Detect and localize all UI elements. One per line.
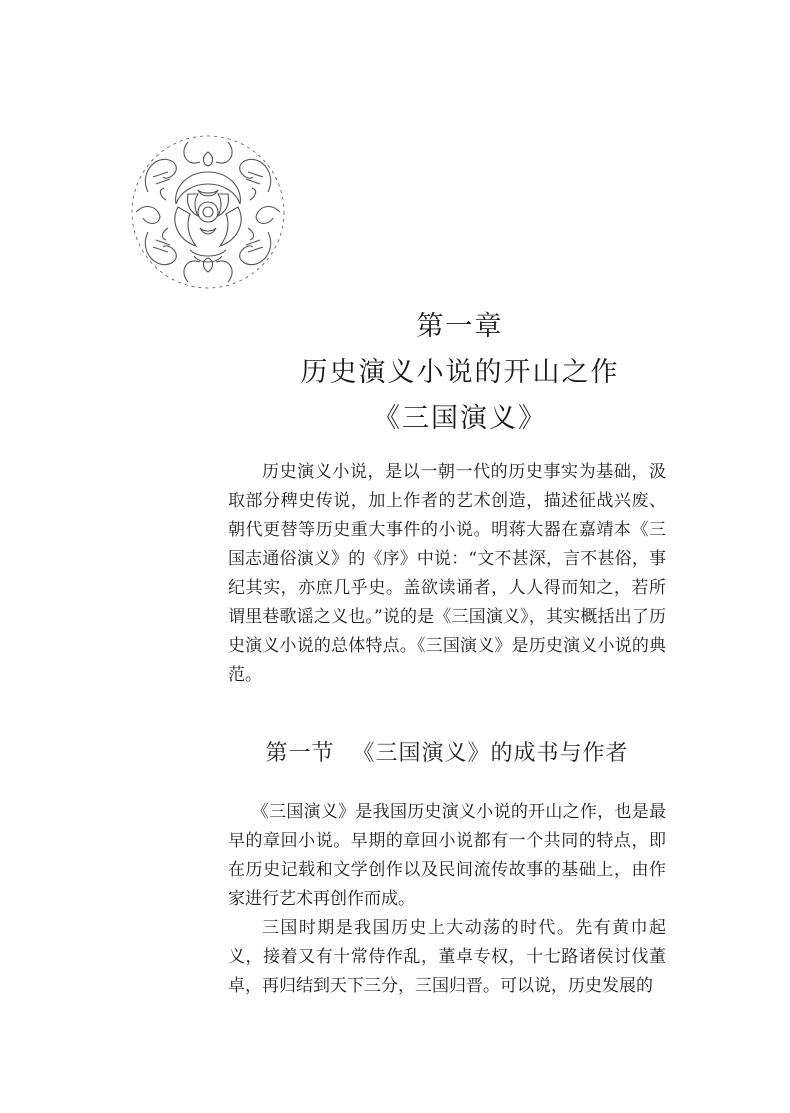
chapter-number: 第一章 (416, 311, 504, 342)
section-number: 第一节 (265, 741, 335, 766)
chapter-subtitle: 《三国演义》 (373, 403, 547, 434)
chapter-title: 历史演义小说的开山之作 (300, 357, 620, 388)
section-title: 《三国演义》的成书与作者 (352, 741, 629, 766)
section-paragraph: 三国时期是我国历史上大动荡的时代。先有黄巾起义，接着又有十常侍作乱，董卓专权，十七路诸侯讨伐董卓，再归结到天下三分，三国归晋。可以说，历史发展的 (228, 918, 666, 996)
peony-medallion-icon (128, 132, 288, 292)
chapter-intro (228, 458, 666, 690)
chapter-heading (250, 305, 670, 441)
section-heading (228, 736, 666, 767)
section-paragraph: 《三国演义》是我国历史演义小说的开山之作，也是最早的章回小说。早期的章回小说都有一个共同的特点，即在历史记载和文学创作以及民间流传故事的基础上，由作家进行艺术再创作而成。 (228, 802, 666, 909)
intro-paragraph: 历史演义小说，是以一朝一代的历史事实为基础，汲取部分稗史传说，加上作者的艺术创造，描述征战兴废、朝代更替等历史重大事件的小说。明蒋大器在嘉靖本《三国志通俗演义》的《序》中说：“文不甚深，言不甚俗，事纪其实，亦庶几乎史。盖欲读诵者，人人得而知之，若所谓里巷歌谣之义也。”说的是《三国演义》，其实概括出了历史演义小说的总体特点。《三国演义》是历史演义小说的典范。 (228, 462, 666, 685)
section-body (228, 798, 666, 1001)
